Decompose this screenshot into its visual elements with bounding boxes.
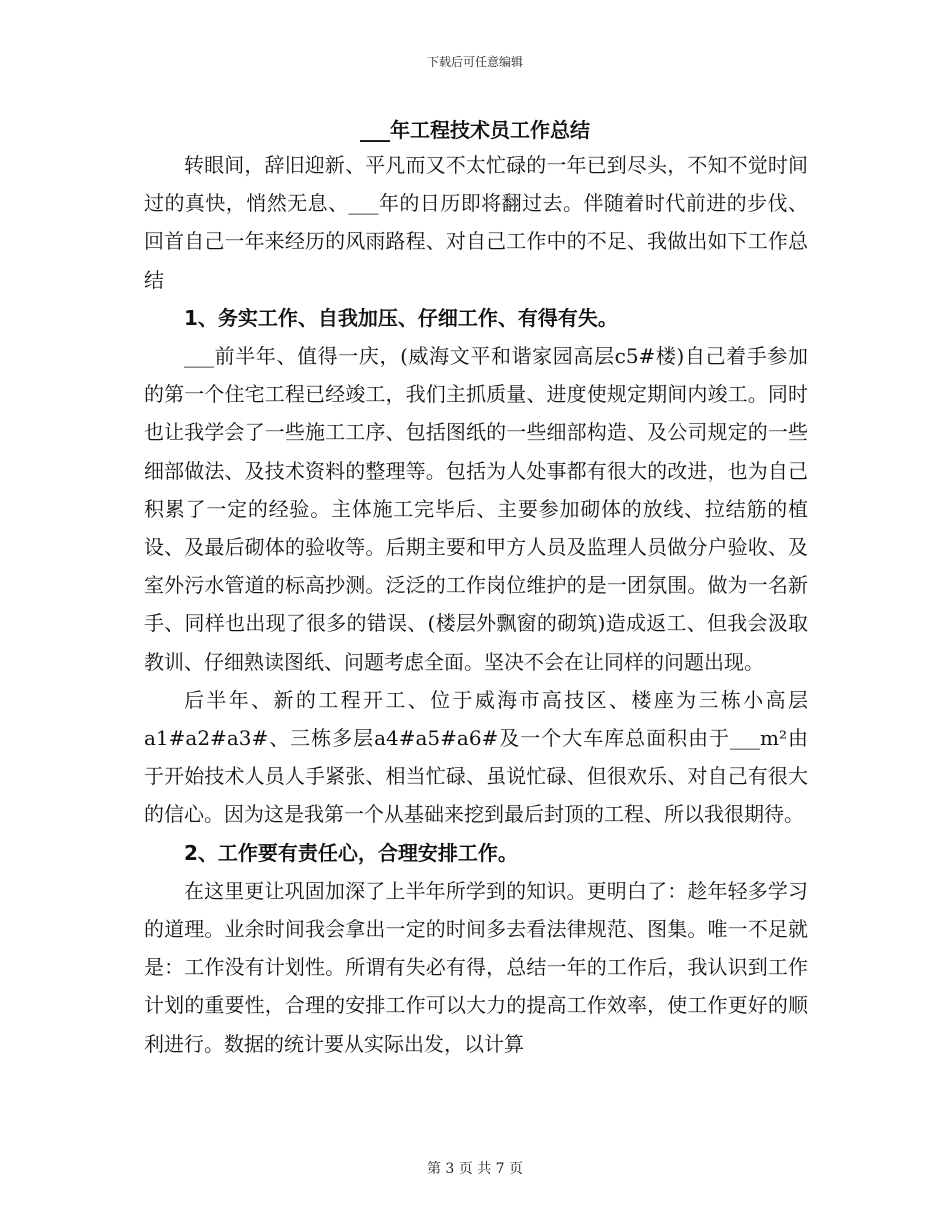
page-footer-number: 第 3 页 共 7 页 xyxy=(426,1161,524,1177)
body-paragraph-responsibility: 在这里更让巩固加深了上半年所学到的知识。更明白了：趁年轻多学习的道理。业余时间我会拿出一定的时间多去看法律规范、图集。唯一不足就是：工作没有计划性。所谓有失必有得，总结一年的工作后，我认识到工作计划的重要性，合理的安排工作可以大力的提高工作效率，使工作更好的顺利进行。数据的统计要从实际出发，以计算 xyxy=(144,878,808,1056)
document-title: ___年工程技术员工作总结 xyxy=(360,118,590,142)
section-heading-1: 1、务实工作、自我加压、仔细工作、有得有失。 xyxy=(184,305,618,330)
body-paragraph-first-half: ___前半年、值得一庆，(威海文平和谐家园高层c5#楼)自己着手参加的第一个住宅工程已经竣工，我们主抓质量、进度使规定期间内竣工。同时也让我学会了一些施工工序、包括图纸的一些细部构造、及公司规定的一些细部做法、及技术资料的整理等。包括为人处事都有很大的改进，也为自己积累了一定的经验。主体施工完毕后、主要参加砌体的放线、拉结筋的植设、及最后砌体的验收等。后期主要和甲方人员及监理人员做分户验收、及室外污水管道的标高抄测。泛泛的工作岗位维护的是一团氛围。做为一名新手、同样也出现了很多的错误、(楼层外飘窗的砌筑)造成返工、但我会汲取教训、仔细熟读图纸、问题考虑全面。坚决不会在让同样的问题出现。 xyxy=(144,344,808,674)
intro-paragraph: 转眼间，辞旧迎新、平凡而又不太忙碌的一年已到尽头，不知不觉时间过的真快，悄然无息、___年的日历即将翻过去。伴随着时代前进的步伐、回首自己一年来经历的风雨路程、对自己工作中的不足、我做出如下工作总结 xyxy=(144,153,808,292)
body-paragraph-second-half: 后半年、新的工程开工、位于威海市高技区、楼座为三栋小高层a1#a2#a3#、三栋多层a4#a5#a6#及一个大车库总面积由于___m²由于开始技术人员人手紧张、相当忙碌、虽说忙碌、但很欢乐、对自己有很大的信心。因为这是我第一个从基础来挖到最后封顶的工程、所以我很期待。 xyxy=(144,687,808,827)
section-heading-2: 2、工作要有责任心，合理安排工作。 xyxy=(184,840,518,865)
page-header-note: 下载后可任意编辑 xyxy=(426,55,523,69)
document-body xyxy=(144,146,808,1063)
